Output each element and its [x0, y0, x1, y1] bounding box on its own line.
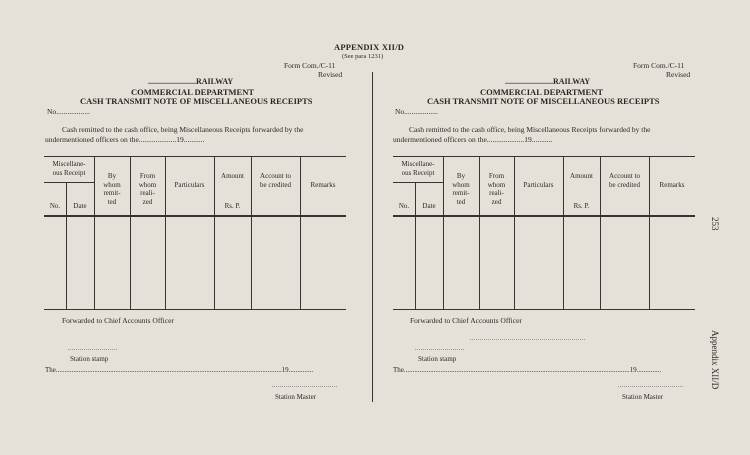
col-misc-receipt: Miscellane- ous Receipt: [401, 160, 435, 177]
station-stamp: Station stamp: [70, 355, 109, 363]
col-remarks: Remarks: [310, 181, 336, 189]
col-by-whom: By whom remit- ted: [452, 172, 470, 206]
col-rs-p: Rs. P.: [573, 202, 590, 210]
railway-line: ........................RAILWAY: [505, 77, 591, 86]
department: COMMERCIAL DEPARTMENT: [131, 87, 255, 97]
department: COMMERCIAL DEPARTMENT: [480, 87, 604, 97]
col-no: No.: [398, 202, 410, 210]
master-dots: .................................: [272, 383, 338, 389]
appendix-margin-label: Appendix XII/D: [710, 330, 720, 390]
number-field: No..................: [47, 107, 90, 116]
revised-label: Revised: [666, 70, 691, 79]
see-para: (See para 1231): [342, 53, 384, 60]
date-line: The.................................................................................................................................19..............: [45, 366, 314, 374]
col-from-whom: From whom reali- zed: [487, 172, 506, 206]
col-misc-receipt: Miscellane- ous Receipt: [52, 160, 86, 177]
col-amount: Amount: [221, 172, 244, 180]
forwarded-line: Forwarded to Chief Accounts Officer: [62, 316, 174, 325]
station-stamp: Station stamp: [418, 355, 457, 363]
page-number: 253: [710, 217, 720, 231]
signature-dots: ..........................................................: [470, 336, 586, 342]
railway-line: ........................RAILWAY: [148, 77, 234, 86]
para-line-1: Cash remitted to the cash office, being Miscellaneous Receipts forwarded by the: [62, 125, 304, 134]
station-master: Station Master: [622, 393, 664, 401]
para-line-2: undermentioned officers on the....................19...........: [45, 135, 205, 144]
center-divider: [372, 72, 373, 402]
date-line: The.................................................................................................................................19..............: [393, 366, 662, 374]
col-by-whom: By whom remit- ted: [103, 172, 121, 206]
para-line-2: undermentioned officers on the....................19...........: [393, 135, 553, 144]
col-particulars: Particulars: [174, 181, 205, 189]
para-line-1: Cash remitted to the cash office, being Miscellaneous Receipts forwarded by the: [409, 125, 651, 134]
col-date: Date: [73, 202, 87, 210]
col-no: No.: [49, 202, 61, 210]
form-number: Form Com./C-11: [284, 61, 336, 70]
stamp-dots: .........................: [68, 346, 118, 352]
form-title: CASH TRANSMIT NOTE OF MISCELLANEOUS RECEIPTS: [80, 96, 313, 106]
col-rs-p: Rs. P.: [224, 202, 241, 210]
col-remarks: Remarks: [659, 181, 685, 189]
station-master: Station Master: [275, 393, 317, 401]
forwarded-line: Forwarded to Chief Accounts Officer: [410, 316, 522, 325]
col-date: Date: [422, 202, 436, 210]
col-account: Account to be credited: [609, 172, 640, 189]
col-from-whom: From whom reali- zed: [138, 172, 157, 206]
revised-label: Revised: [318, 70, 343, 79]
stamp-dots: .........................: [415, 346, 465, 352]
col-particulars: Particulars: [523, 181, 554, 189]
form-title: CASH TRANSMIT NOTE OF MISCELLANEOUS RECEIPTS: [427, 96, 660, 106]
form-number: Form Com./C-11: [633, 61, 685, 70]
col-amount: Amount: [570, 172, 593, 180]
appendix-title: APPENDIX XII/D: [334, 42, 405, 52]
number-field: No..................: [395, 107, 438, 116]
col-account: Account to be credited: [260, 172, 291, 189]
master-dots: .................................: [618, 383, 684, 389]
